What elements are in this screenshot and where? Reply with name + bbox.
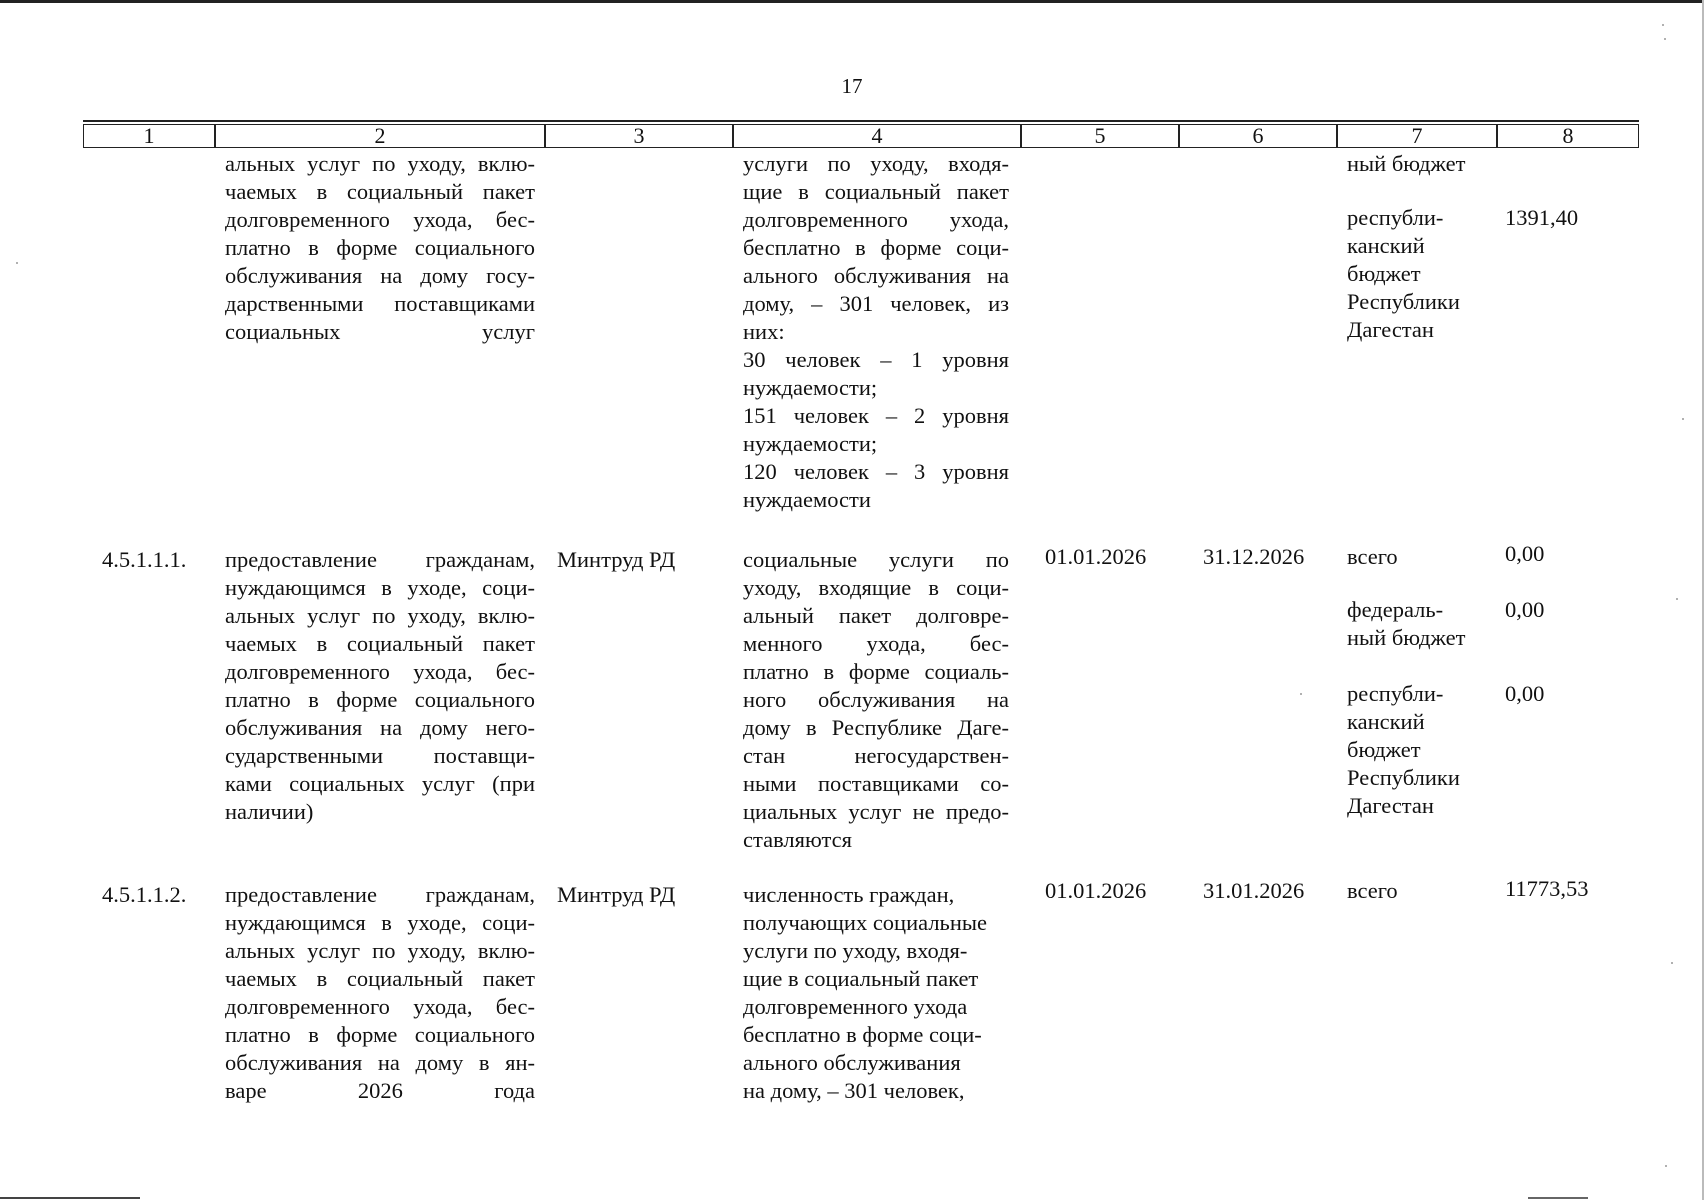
text-line: них: [743, 319, 785, 344]
text-line: обслуживания на дому него- [225, 715, 535, 740]
text-line: ального обслуживания на [743, 263, 1009, 288]
row1-col2-text [225, 546, 535, 826]
text-line: ный бюджет [1347, 625, 1466, 650]
text-line: нуждаемости; [743, 431, 878, 456]
text-line: Республики [1347, 765, 1460, 790]
text-line: ными поставщиками со- [743, 771, 1009, 796]
text-line: сударственными поставщи- [225, 743, 535, 768]
text-line: на дому, – 301 человек, [743, 1078, 965, 1103]
text-line: ками социальных услуг (при [225, 771, 535, 796]
scan-speck [1662, 24, 1664, 26]
text-line: дарственными поставщиками [225, 291, 535, 316]
text-line: ального обслуживания [743, 1050, 961, 1075]
text-line: чаемых в социальный пакет [225, 179, 535, 204]
text-line: Дагестан [1347, 793, 1434, 818]
text-line: 120 человек – 3 уровня [743, 459, 1009, 484]
table-header-rule [83, 120, 1639, 122]
text-line: уходу, входящие в соци- [743, 575, 1009, 600]
scan-speck [1300, 693, 1302, 695]
row1-col7-federal-label [1347, 596, 1497, 652]
text-line: бюджет [1347, 737, 1421, 762]
row1-col7-republic-label [1347, 680, 1497, 820]
text-line: канский [1347, 709, 1425, 734]
scan-edge-top [0, 0, 1704, 3]
row2-col2-text [225, 881, 535, 1105]
continuation-col7-budget-b [1347, 204, 1497, 344]
text-line: ный бюджет [1347, 151, 1466, 176]
row1-col3-executor: Минтруд РД [557, 547, 676, 572]
row1-col5-start-date: 01.01.2026 [1045, 544, 1147, 569]
text-line: стан негосударствен- [743, 743, 1009, 768]
row1-col6-end-date: 31.12.2026 [1203, 544, 1305, 569]
text-line: дому, – 301 человек, из [743, 291, 1009, 316]
text-line: обслуживания на дому госу- [225, 263, 535, 288]
scan-speck [1682, 418, 1684, 420]
page-number: 17 [841, 74, 863, 98]
text-line: услуги по уходу, входя- [743, 151, 1009, 176]
text-line: альный пакет долговре- [743, 603, 1009, 628]
text-line: долговременного ухода, бес- [225, 994, 535, 1019]
scan-speck [1665, 1165, 1667, 1167]
text-line: долговременного ухода, бес- [225, 207, 535, 232]
text-line: альных услуг по уходу, вклю- [225, 151, 535, 176]
header-col-1: 1 [83, 124, 215, 148]
text-line: федераль- [1347, 597, 1444, 622]
row2-number: 4.5.1.1.2. [102, 882, 187, 907]
header-col-5: 5 [1021, 124, 1179, 148]
row1-col8-republic-amount: 0,00 [1505, 681, 1545, 706]
scan-speck [1671, 962, 1673, 964]
text-line: социальных услуг [225, 319, 535, 344]
header-col-8: 8 [1497, 124, 1639, 148]
text-line: 151 человек – 2 уровня [743, 403, 1009, 428]
text-line: всего [1347, 544, 1398, 569]
text-line: долговременного ухода, [743, 207, 1009, 232]
text-line: менного ухода, бес- [743, 631, 1009, 656]
scan-speck [1664, 38, 1666, 40]
text-line: республи- [1347, 681, 1444, 706]
text-line: канский [1347, 233, 1425, 258]
text-line: предоставление гражданам, [225, 547, 535, 572]
text-line: чаемых в социальный пакет [225, 966, 535, 991]
row2-col5-start-date: 01.01.2026 [1045, 878, 1147, 903]
continuation-col4-text [743, 150, 1009, 514]
text-line: долговременного ухода [743, 994, 968, 1019]
text-line: платно в форме социального [225, 1022, 535, 1047]
text-line: нуждающимся в уходе, соци- [225, 575, 535, 600]
text-line: щие в социальный пакет [743, 966, 979, 991]
row1-col7-total-label [1347, 543, 1497, 571]
text-line: нуждаемости; [743, 375, 878, 400]
text-line: платно в форме социального [225, 235, 535, 260]
scan-speck [16, 262, 18, 264]
text-line: ставляются [743, 827, 852, 852]
header-col-4: 4 [733, 124, 1021, 148]
row1-number: 4.5.1.1.1. [102, 547, 187, 572]
text-line: дому в Республике Даге- [743, 715, 1009, 740]
text-line: услуги по уходу, входя- [743, 938, 968, 963]
header-col-3: 3 [545, 124, 733, 148]
text-line: платно в форме социального [225, 687, 535, 712]
scan-speck [1676, 598, 1678, 600]
header-col-2: 2 [215, 124, 545, 148]
text-line: получающих социальные [743, 910, 987, 935]
text-line: чаемых в социальный пакет [225, 631, 535, 656]
text-line: Республики [1347, 289, 1460, 314]
text-line: альных услуг по уходу, вклю- [225, 938, 535, 963]
text-line: нуждаемости [743, 487, 871, 512]
text-line: Дагестан [1347, 317, 1434, 342]
text-line: численность граждан, [743, 882, 955, 907]
text-line: обслуживания на дому в ян- [225, 1050, 535, 1075]
text-line: республи- [1347, 205, 1444, 230]
text-line: бесплатно в форме соци- [743, 235, 1009, 260]
row2-col8-total-amount: 11773,53 [1505, 876, 1589, 901]
text-line: ного обслуживания на [743, 687, 1009, 712]
text-line: бюджет [1347, 261, 1421, 286]
text-line: 30 человек – 1 уровня [743, 347, 1009, 372]
text-line: щие в социальный пакет [743, 179, 1009, 204]
text-line: социальные услуги по [743, 547, 1009, 572]
text-line: долговременного ухода, бес- [225, 659, 535, 684]
row1-col8-total-amount: 0,00 [1505, 541, 1545, 566]
text-line: циальных услуг не предо- [743, 799, 1009, 824]
continuation-col2-text [225, 150, 535, 346]
continuation-col8-amount: 1391,40 [1505, 205, 1579, 230]
text-line: бесплатно в форме соци- [743, 1022, 982, 1047]
row2-col6-end-date: 31.01.2026 [1203, 878, 1305, 903]
scan-edge-bottom-right [1528, 1197, 1588, 1199]
row1-col4-text [743, 546, 1009, 854]
text-line: наличии) [225, 799, 314, 824]
row2-col4-text [743, 881, 1009, 1105]
row2-col3-executor: Минтруд РД [557, 882, 676, 907]
text-line: всего [1347, 878, 1398, 903]
text-line: платно в форме социаль- [743, 659, 1009, 684]
text-line: альных услуг по уходу, вклю- [225, 603, 535, 628]
row1-col8-federal-amount: 0,00 [1505, 597, 1545, 622]
text-line: предоставление гражданам, [225, 882, 535, 907]
text-line: нуждающимся в уходе, соци- [225, 910, 535, 935]
header-col-6: 6 [1179, 124, 1337, 148]
text-line: варе 2026 года [225, 1078, 535, 1103]
continuation-col7-budget-a [1347, 150, 1497, 178]
header-col-7: 7 [1337, 124, 1497, 148]
row2-col7-total-label [1347, 877, 1497, 905]
scan-edge-bottom-left [0, 1197, 140, 1199]
